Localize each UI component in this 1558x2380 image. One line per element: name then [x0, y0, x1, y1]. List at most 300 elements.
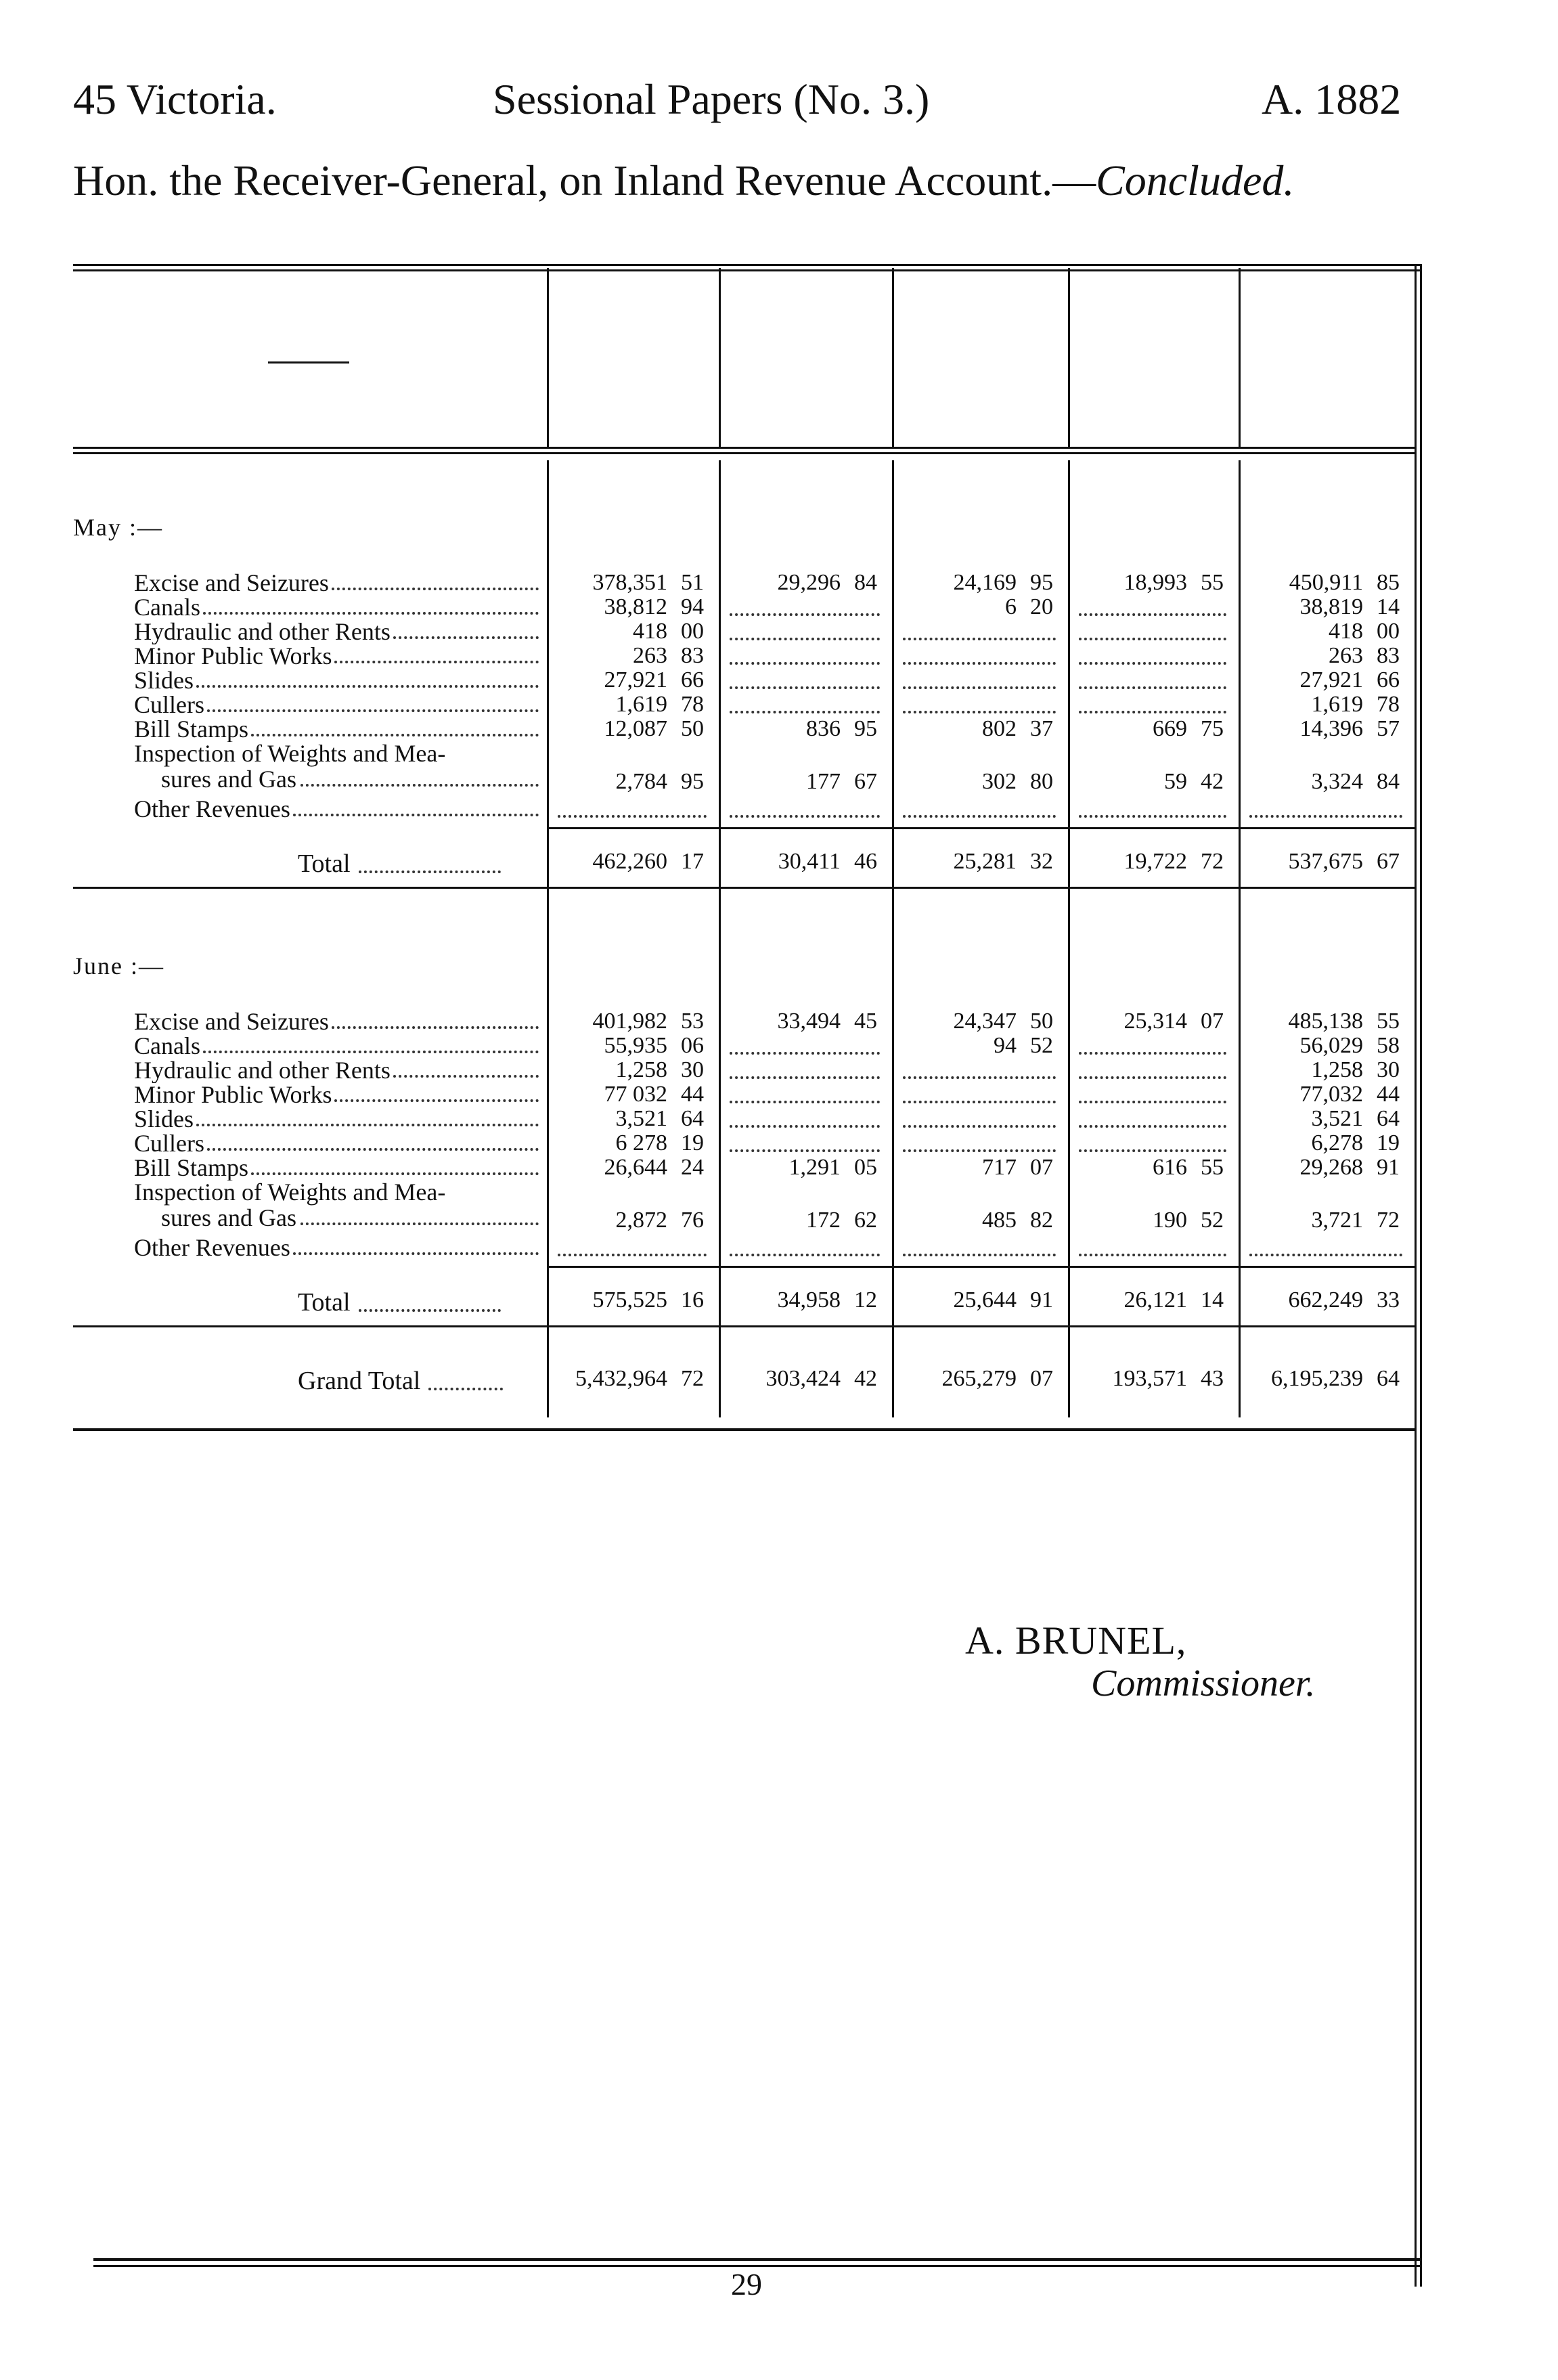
table-bottom-rule [73, 1428, 1415, 1431]
empty-cell [903, 659, 1056, 665]
signature-title: Commissioner. [1091, 1662, 1316, 1704]
leader-dots [196, 1124, 539, 1126]
cell-value [1300, 716, 1400, 742]
amount-dollars: 3,521 [1311, 1106, 1363, 1131]
amount-dollars: 1,619 [615, 692, 667, 717]
amount-dollars: 575,525 [592, 1287, 667, 1313]
total-value [1124, 849, 1224, 875]
amount-cents: 62 [854, 1208, 877, 1233]
empty-cell [903, 1251, 1056, 1256]
cell-value [1153, 1208, 1224, 1233]
amount-dollars: 2,872 [615, 1208, 667, 1233]
leader-dots [251, 1172, 539, 1175]
cell-value [1300, 1155, 1400, 1181]
amount-dollars: 1,258 [615, 1057, 667, 1082]
amount-dollars: 38,819 [1299, 594, 1363, 619]
amount-cents: 67 [854, 769, 877, 794]
total-value [1289, 1287, 1400, 1313]
empty-cell [730, 659, 880, 665]
empty-cell [1079, 684, 1226, 689]
amount-dollars: 30,411 [778, 849, 841, 874]
cell-value [1124, 1009, 1224, 1034]
amount-dollars: 27,921 [1299, 667, 1363, 692]
empty-cell [903, 812, 1056, 818]
amount-cents: 57 [1377, 716, 1400, 741]
empty-cell [730, 1251, 880, 1256]
amount-cents: 24 [681, 1155, 704, 1180]
leader-dots [428, 1388, 503, 1390]
header-center: Sessional Papers (No. 3.) [493, 75, 930, 123]
amount-dollars: 3,521 [615, 1106, 667, 1131]
column-rule-body-5 [1239, 460, 1241, 1417]
row-label-text: Bill Stamps [134, 1155, 249, 1181]
column-rule-head-3 [892, 268, 894, 447]
total-value [778, 1287, 878, 1313]
cell-value [604, 1155, 705, 1181]
amount-cents: 64 [1377, 1366, 1400, 1391]
column-rule-body-4 [1068, 460, 1070, 1417]
amount-cents: 91 [1377, 1155, 1400, 1180]
amount-cents: 72 [681, 1366, 704, 1391]
row-label-text: Minor Public Works [134, 1082, 332, 1107]
empty-cell [730, 635, 880, 640]
amount-dollars: 77,032 [1299, 1082, 1363, 1107]
amount-cents: 84 [854, 570, 877, 595]
row-label [134, 1106, 540, 1132]
amount-cents: 55 [1377, 1009, 1400, 1034]
total-value [1124, 1287, 1224, 1313]
amount-cents: 83 [681, 643, 704, 668]
cell-value [604, 1082, 705, 1107]
cell-value [604, 1033, 705, 1059]
empty-cell [903, 1147, 1056, 1152]
row-label-line-2 [134, 1205, 540, 1231]
row-label [134, 716, 540, 742]
row-label-line-1: Inspection of Weights and Mea- [134, 740, 446, 767]
amount-cents: 64 [1377, 1106, 1400, 1131]
empty-cell [903, 1074, 1056, 1079]
stub-head-dash [268, 361, 349, 363]
grand-total-label [298, 1366, 503, 1396]
grand-total-value [766, 1366, 878, 1392]
amount-cents: 80 [1030, 769, 1053, 794]
amount-cents: 66 [1377, 667, 1400, 692]
leader-dots [393, 636, 539, 639]
amount-dollars: 18,993 [1123, 570, 1187, 595]
amount-dollars: 418 [1329, 619, 1363, 644]
amount-cents: 14 [1377, 594, 1400, 619]
amount-cents: 51 [681, 570, 704, 595]
amount-cents: 85 [1377, 570, 1400, 595]
amount-dollars: 265,279 [941, 1366, 1017, 1391]
amount-cents: 07 [1201, 1009, 1224, 1034]
grand-total-value [575, 1366, 704, 1392]
amount-cents: 95 [681, 769, 704, 794]
amount-dollars: 717 [982, 1155, 1017, 1180]
leader-dots [251, 734, 539, 736]
total-label-text: Total [298, 850, 351, 878]
row-label-text: Other Revenues [134, 796, 290, 822]
empty-cell [903, 1098, 1056, 1103]
amount-dollars: 462,260 [592, 849, 667, 874]
amount-dollars: 59 [1164, 769, 1187, 794]
amount-cents: 66 [681, 667, 704, 692]
amount-cents: 95 [1030, 570, 1053, 595]
total-value [1289, 849, 1400, 875]
leader-dots [293, 814, 539, 816]
leader-dots [203, 1051, 539, 1053]
empty-cell [1079, 1147, 1226, 1152]
amount-cents: 32 [1030, 849, 1053, 874]
amount-dollars: 378,351 [592, 570, 667, 595]
amount-dollars: 193,571 [1112, 1366, 1187, 1391]
empty-cell [730, 1147, 880, 1152]
cell-value [1300, 1033, 1400, 1059]
empty-cell [903, 635, 1056, 640]
amount-dollars: 485 [982, 1208, 1017, 1233]
row-label [134, 692, 540, 718]
row-label [134, 1009, 540, 1034]
cell-value [994, 1033, 1053, 1059]
amount-dollars: 6 [1005, 594, 1017, 619]
amount-dollars: 34,958 [777, 1287, 841, 1313]
cell-value [616, 1208, 705, 1233]
amount-dollars: 616 [1153, 1155, 1187, 1180]
row-label-text: Slides [134, 1106, 194, 1132]
page-subtitle [73, 156, 1294, 206]
amount-dollars: 14,396 [1299, 716, 1363, 741]
amount-cents: 94 [681, 594, 704, 619]
leader-dots [207, 1148, 539, 1151]
empty-cell [1079, 1074, 1226, 1079]
leader-dots [301, 766, 539, 787]
cell-value [954, 570, 1054, 596]
column-rule-body-3 [892, 460, 894, 1417]
amount-cents: 16 [681, 1287, 704, 1313]
amount-cents: 52 [1201, 1208, 1224, 1233]
cell-value [593, 570, 705, 596]
amount-cents: 67 [1377, 849, 1400, 874]
total-top-rule-2 [547, 1266, 1415, 1268]
cell-value [789, 1155, 878, 1181]
amount-cents: 83 [1377, 643, 1400, 668]
row-label-text: Cullers [134, 692, 204, 718]
header-right: A. 1882 [1262, 75, 1402, 123]
amount-dollars: 263 [1329, 643, 1363, 668]
empty-cell [1079, 635, 1226, 640]
leader-dots [332, 588, 539, 590]
amount-dollars: 24,347 [953, 1009, 1017, 1034]
column-rule-body-2 [719, 460, 721, 1417]
amount-cents: 58 [1377, 1033, 1400, 1058]
row-label-text: Minor Public Works [134, 643, 332, 669]
amount-dollars: 26,644 [604, 1155, 667, 1180]
amount-cents: 14 [1201, 1287, 1224, 1313]
amount-cents: 75 [1201, 716, 1224, 741]
leader-dots [332, 1026, 539, 1029]
amount-cents: 78 [681, 692, 704, 717]
leader-dots [359, 871, 501, 873]
amount-dollars: 19,722 [1123, 849, 1187, 874]
cell-value [1164, 769, 1224, 795]
amount-dollars: 55,935 [604, 1033, 667, 1058]
row-label-text: Excise and Seizures [134, 1009, 329, 1034]
row-label-line-2 [134, 766, 540, 792]
row-label-text: Other Revenues [134, 1235, 290, 1260]
cell-value [1005, 594, 1053, 620]
total-bottom-rule-2 [73, 1325, 1415, 1327]
table-right-rule [1415, 264, 1422, 2287]
amount-dollars: 177 [806, 769, 841, 794]
cell-value [806, 716, 877, 742]
row-label [134, 1082, 540, 1107]
amount-dollars: 6,278 [1311, 1130, 1363, 1155]
row-label-line-1: Inspection of Weights and Mea- [134, 1178, 446, 1206]
amount-dollars: 263 [633, 643, 667, 668]
amount-cents: 05 [854, 1155, 877, 1180]
column-rule-body-1 [547, 460, 549, 1417]
total-bottom-rule-1 [73, 887, 1415, 889]
empty-cell [558, 812, 707, 818]
column-rule-head-4 [1068, 268, 1070, 447]
amount-cents: 72 [1201, 849, 1224, 874]
amount-cents: 42 [854, 1366, 877, 1391]
grand-total-value [1271, 1366, 1400, 1392]
leader-dots [293, 1252, 539, 1255]
row-label [134, 796, 540, 822]
amount-cents: 17 [681, 849, 704, 874]
amount-dollars: 662,249 [1288, 1287, 1363, 1313]
leader-dots [359, 1309, 501, 1312]
cell-value [982, 769, 1053, 795]
cell-value [616, 1130, 705, 1156]
amount-cents: 42 [1201, 769, 1224, 794]
amount-dollars: 1,291 [788, 1155, 841, 1180]
amount-dollars: 485,138 [1288, 1009, 1363, 1034]
amount-cents: 46 [854, 849, 877, 874]
cell-value [1329, 619, 1400, 644]
column-rule-head-2 [719, 268, 721, 447]
signature-name: A. BRUNEL, [965, 1618, 1187, 1662]
amount-dollars: 77 032 [604, 1082, 667, 1107]
amount-cents: 82 [1030, 1208, 1053, 1233]
empty-cell [730, 1074, 880, 1079]
cell-value [1312, 1208, 1400, 1233]
row-label [134, 594, 540, 620]
row-label [134, 667, 540, 693]
cell-value [616, 692, 705, 718]
row-label [134, 1130, 540, 1156]
amount-dollars: 3,721 [1311, 1208, 1363, 1233]
cell-value [1312, 692, 1400, 718]
leader-dots [203, 612, 539, 615]
empty-cell [903, 708, 1056, 713]
cell-value [1300, 667, 1400, 693]
amount-cents: 91 [1030, 1287, 1053, 1313]
amount-cents: 53 [681, 1009, 704, 1034]
empty-cell [1079, 708, 1226, 713]
amount-dollars: 27,921 [604, 667, 667, 692]
row-label-text: Excise and Seizures [134, 570, 329, 596]
row-label [134, 1155, 540, 1181]
amount-dollars: 5,432,964 [575, 1366, 667, 1391]
cell-value [806, 1208, 877, 1233]
empty-cell [558, 1251, 707, 1256]
cell-value [1329, 643, 1400, 669]
amount-cents: 78 [1377, 692, 1400, 717]
section-title-1: May :— [73, 514, 163, 541]
amount-dollars: 29,268 [1299, 1155, 1363, 1180]
leader-dots [196, 685, 539, 688]
leader-dots [334, 1099, 539, 1102]
amount-dollars: 401,982 [592, 1009, 667, 1034]
empty-cell [903, 684, 1056, 689]
cell-value [1312, 1106, 1400, 1132]
leader-dots [207, 709, 539, 712]
cell-value [982, 1155, 1053, 1181]
cell-value [1312, 769, 1400, 795]
empty-cell [1079, 812, 1226, 818]
row-label [134, 619, 540, 644]
amount-cents: 84 [1377, 769, 1400, 794]
row-label-text: Bill Stamps [134, 716, 249, 742]
amount-cents: 44 [681, 1082, 704, 1107]
column-rule-head-5 [1239, 268, 1241, 447]
amount-cents: 30 [681, 1057, 704, 1082]
row-label-text: Hydraulic and other Rents [134, 1057, 391, 1083]
amount-cents: 20 [1030, 594, 1053, 619]
amount-dollars: 2,784 [615, 769, 667, 794]
amount-dollars: 3,324 [1311, 769, 1363, 794]
amount-cents: 64 [681, 1106, 704, 1131]
empty-cell [730, 708, 880, 713]
amount-dollars: 302 [982, 769, 1017, 794]
row-label-text: Canals [134, 1033, 200, 1059]
amount-dollars: 24,169 [953, 570, 1017, 595]
amount-dollars: 1,619 [1311, 692, 1363, 717]
cell-value [1289, 570, 1400, 596]
amount-cents: 06 [681, 1033, 704, 1058]
amount-cents: 07 [1030, 1155, 1053, 1180]
leader-dots [393, 1075, 539, 1078]
grand-total-value [1113, 1366, 1224, 1392]
total-label-text: Total [298, 1288, 351, 1317]
empty-cell [730, 1049, 880, 1055]
amount-cents: 00 [1377, 619, 1400, 644]
amount-dollars: 537,675 [1288, 849, 1363, 874]
total-top-rule-1 [547, 827, 1415, 829]
row-label-text: sures and Gas [161, 766, 296, 793]
row-label [134, 570, 540, 596]
row-label [134, 1235, 540, 1260]
amount-cents: 00 [681, 619, 704, 644]
amount-dollars: 56,029 [1299, 1033, 1363, 1058]
cell-value [593, 1009, 705, 1034]
section-title-2: June :— [73, 952, 164, 979]
amount-cents: 07 [1030, 1366, 1053, 1391]
empty-cell [730, 1122, 880, 1128]
amount-dollars: 303,424 [765, 1366, 841, 1391]
amount-cents: 72 [1377, 1208, 1400, 1233]
empty-cell [1249, 812, 1402, 818]
cell-value [1312, 1130, 1400, 1156]
leader-dots [334, 661, 539, 663]
amount-dollars: 25,281 [953, 849, 1017, 874]
empty-cell [1079, 1098, 1226, 1103]
amount-cents: 44 [1377, 1082, 1400, 1107]
cell-value [1153, 716, 1224, 742]
amount-cents: 19 [1377, 1130, 1400, 1155]
amount-cents: 55 [1201, 570, 1224, 595]
amount-dollars: 418 [633, 619, 667, 644]
amount-dollars: 33,494 [777, 1009, 841, 1034]
amount-dollars: 1,258 [1311, 1057, 1363, 1082]
amount-cents: 43 [1201, 1366, 1224, 1391]
amount-cents: 19 [681, 1130, 704, 1155]
total-label-2 [298, 1287, 501, 1317]
empty-cell [730, 611, 880, 616]
cell-value [982, 716, 1053, 742]
amount-cents: 37 [1030, 716, 1053, 741]
amount-dollars: 12,087 [604, 716, 667, 741]
cell-value [616, 769, 705, 795]
row-label [134, 1057, 540, 1083]
amount-cents: 76 [681, 1208, 704, 1233]
amount-dollars: 26,121 [1123, 1287, 1187, 1313]
total-value [593, 849, 705, 875]
amount-cents: 30 [1377, 1057, 1400, 1082]
amount-dollars: 6,195,239 [1271, 1366, 1363, 1391]
amount-dollars: 6 278 [615, 1130, 667, 1155]
column-rule-head-1 [547, 268, 549, 447]
empty-cell [1079, 611, 1226, 616]
amount-cents: 33 [1377, 1287, 1400, 1313]
cell-value [954, 1009, 1054, 1034]
cell-value [604, 667, 705, 693]
cell-value [1289, 1009, 1400, 1034]
total-value [954, 1287, 1054, 1313]
row-label-text: Cullers [134, 1130, 204, 1156]
table-top-rule [73, 264, 1421, 271]
amount-dollars: 190 [1153, 1208, 1187, 1233]
cell-value [806, 769, 877, 795]
row-label-text: Canals [134, 594, 200, 620]
amount-dollars: 25,644 [953, 1287, 1017, 1313]
subtitle-main: Hon. the Receiver-General, on Inland Revenue Account.— [73, 156, 1096, 204]
amount-cents: 50 [681, 716, 704, 741]
cell-value [616, 1057, 705, 1083]
page-number: 29 [731, 2267, 762, 2301]
empty-cell [1079, 1049, 1226, 1055]
empty-cell [1249, 1251, 1402, 1256]
cell-value [604, 594, 705, 620]
cell-value [778, 1009, 878, 1034]
empty-cell [730, 1098, 880, 1103]
total-value [778, 849, 877, 875]
page-bottom-rule [93, 2258, 1421, 2261]
empty-cell [1079, 659, 1226, 665]
amount-cents: 95 [854, 716, 877, 741]
cell-value [1300, 1082, 1400, 1107]
amount-dollars: 25,314 [1123, 1009, 1187, 1034]
cell-value [604, 716, 705, 742]
amount-dollars: 38,812 [604, 594, 667, 619]
empty-cell [1079, 1122, 1226, 1128]
row-label-text: sures and Gas [161, 1204, 296, 1231]
cell-value [616, 1106, 705, 1132]
amount-dollars: 836 [806, 716, 841, 741]
cell-value [1124, 570, 1224, 596]
